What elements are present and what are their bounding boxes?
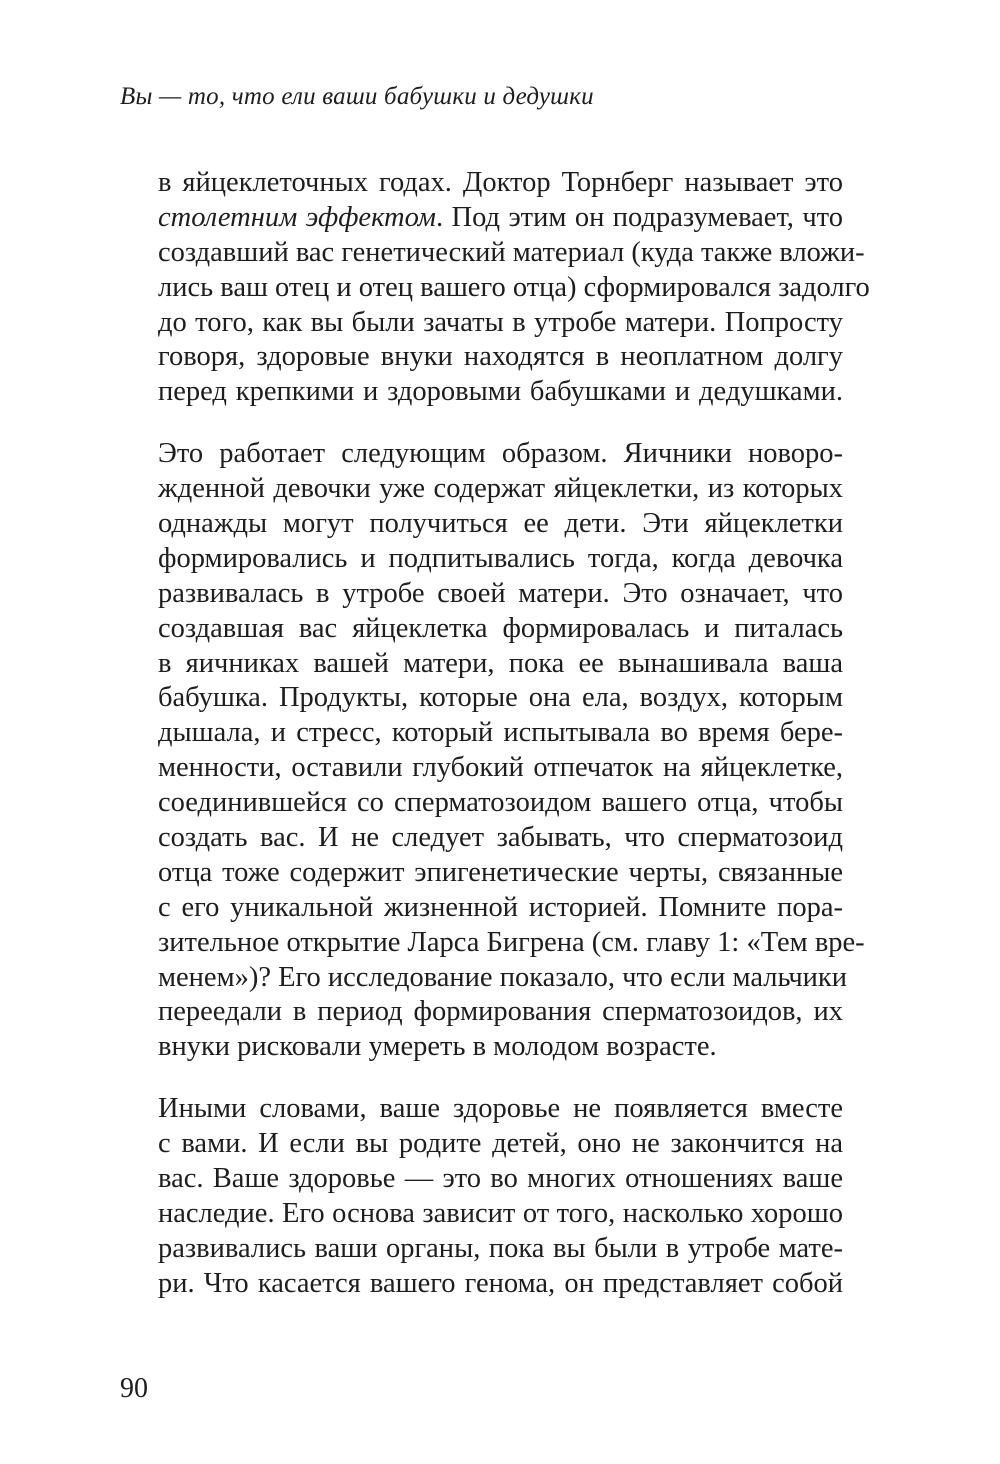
text-line: ри. Что касается вашего генома, он представляет собой	[158, 1267, 843, 1299]
text-line: менности, оставили глубокий отпечаток на яйцеклетке,	[158, 752, 843, 784]
text-line: с его уникальной жизненной историей. Помните пора-	[158, 891, 843, 923]
text-line: создать вас. И не следует забывать, что сперматозоид	[158, 822, 843, 854]
text-line: Это работает следующим образом. Яичники новоро-	[158, 438, 843, 470]
text-line: с вами. И если вы родите детей, оно не закончится на	[158, 1128, 843, 1160]
text-line: бабушка. Продукты, которые она ела, воздух, которым	[158, 682, 843, 714]
text-line: до того, как вы были зачаты в утробе матери. Попросту	[158, 306, 843, 338]
text-line: развивалась в утробе своей матери. Это означает, что	[158, 577, 843, 609]
text-line: наследие. Его основа зависит от того, насколько хорошо	[158, 1197, 843, 1229]
text-line: столетним эффектом. Под этим он подразумевает, что	[158, 201, 843, 233]
text-line: жденной девочки уже содержат яйцеклетки, из которых	[158, 473, 843, 505]
text-line: зительное открытие Ларса Бигрена (см. главу 1: «Тем вре-	[158, 926, 865, 958]
text-line: перед крепкими и здоровыми бабушками и дедушками.	[158, 376, 843, 408]
text-line: лись ваш отец и отец вашего отца) сформировался задолго	[158, 271, 870, 303]
paragraph-gap	[158, 1065, 843, 1092]
text-line: в яичниках вашей матери, пока ее вынашивала ваша	[158, 647, 843, 679]
paragraph-gap	[158, 410, 843, 437]
text-line: переедали в период формирования сперматозоидов, их	[158, 996, 843, 1028]
text-line: однажды могут получиться ее дети. Эти яйцеклетки	[158, 508, 843, 540]
text-line: внуки рисковали умереть в молодом возрасте.	[158, 1031, 717, 1063]
text-line: создавший вас генетический материал (куда также вложи-	[158, 236, 865, 268]
text-line: дышала, и стресс, который испытывала во время бере-	[158, 717, 843, 749]
text-line: в яйцеклеточных годах. Доктор Торнберг называет это	[158, 167, 843, 198]
text-line: говоря, здоровые внуки находятся в неоплатном долгу	[158, 341, 843, 373]
text-line: вас. Ваше здоровье — это во многих отношениях ваше	[158, 1163, 843, 1195]
text-line: формировались и подпитывались тогда, когда девочка	[158, 542, 843, 574]
page-number: 90	[120, 1373, 148, 1404]
text-line: Иными словами, ваше здоровье не появляется вместе	[158, 1093, 843, 1125]
text-line: менем»)? Его исследование показало, что если мальчики	[158, 961, 848, 993]
text-line: соединившейся со сперматозоидом вашего отца, чтобы	[158, 787, 843, 819]
text-line: создавшая вас яйцеклетка формировалась и питалась	[158, 612, 843, 644]
italic-term: столетним эффектом	[158, 201, 436, 233]
text-line: отца тоже содержит эпигенетические черты, связанные	[158, 856, 843, 888]
page-body	[158, 166, 870, 1302]
running-head: Вы — то, что ели ваши бабушки и дедушки	[120, 83, 594, 110]
text-line: развивались ваши органы, пока вы были в утробе мате-	[158, 1232, 843, 1264]
